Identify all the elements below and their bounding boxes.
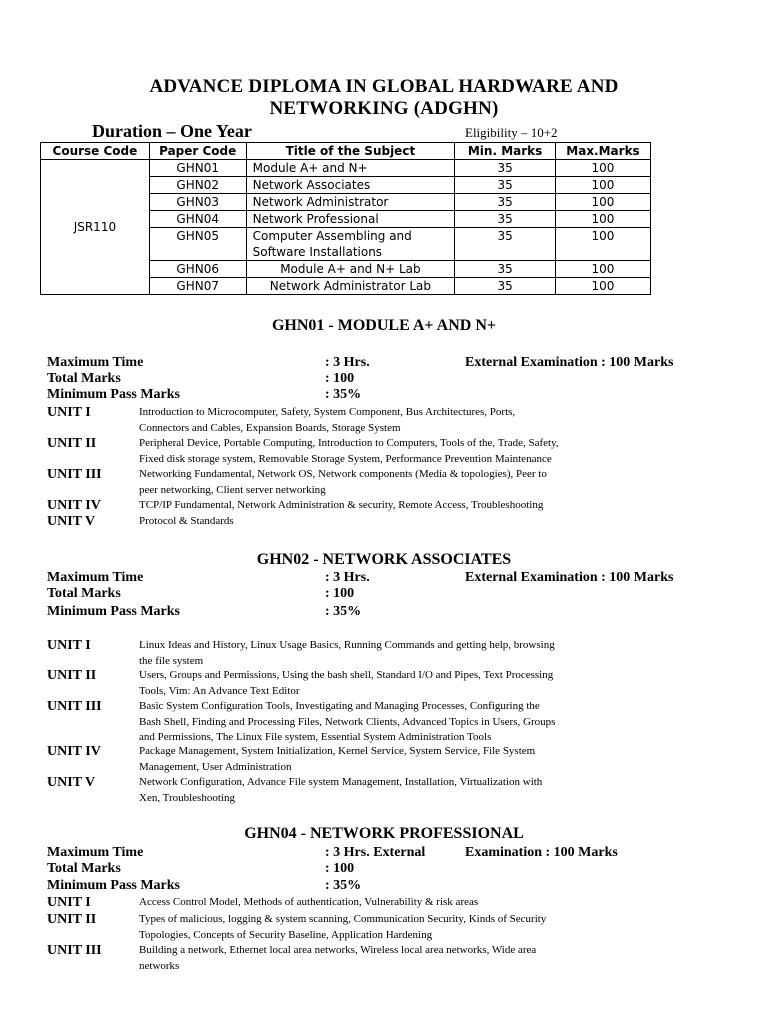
min-pass-marks-label: Minimum Pass Marks (47, 387, 180, 402)
page-title-line1: ADVANCE DIPLOMA IN GLOBAL HARDWARE AND (149, 76, 619, 97)
total-marks-label: Total Marks (47, 861, 121, 876)
header-course-code: Course Code (41, 143, 150, 160)
paper-code-cell: GHN04 (149, 211, 246, 228)
eligibility-label: Eligibility – 10+2 (465, 125, 558, 140)
min-marks-cell: 35 (455, 160, 556, 177)
max-time-value: : 3 Hrs. External (325, 845, 426, 860)
header-title: Title of the Subject (246, 143, 455, 160)
subject-title-cell: Module A+ and N+ Lab (246, 261, 455, 278)
max-marks-cell: 100 (555, 177, 650, 194)
max-marks-cell: 100 (555, 228, 650, 261)
table-header-row (41, 143, 651, 160)
unit-label: UNIT V (47, 775, 96, 790)
section-heading-ghn01: GHN01 - MODULE A+ AND N+ (271, 317, 496, 334)
unit-description: Building a network, Ethernet local area networks, Wireless local area networks, Wide area networks (139, 944, 537, 972)
unit-label: UNIT III (47, 943, 102, 958)
subject-table (40, 142, 651, 295)
max-time-label: Maximum Time (47, 570, 144, 585)
external-exam-label: External Examination : 100 Marks (465, 355, 674, 370)
min-pass-marks-value: : 35% (325, 878, 362, 893)
unit-label: UNIT III (47, 699, 102, 714)
max-time-label: Maximum Time (47, 355, 144, 370)
unit-description: Types of malicious, logging & system scanning, Communication Security, Kinds of Security Topologies, Concepts of Security Baseline, Application Hardening (139, 913, 547, 941)
external-exam-label: Examination : 100 Marks (465, 845, 618, 860)
min-marks-cell: 35 (455, 228, 556, 261)
page-title-line2: NETWORKING (ADGHN) (269, 98, 499, 119)
min-pass-marks-value: : 35% (325, 604, 362, 619)
unit-label: UNIT II (47, 668, 97, 683)
max-time-value: : 3 Hrs. (325, 570, 370, 585)
unit-label: UNIT I (47, 405, 91, 420)
unit-description: Network Configuration, Advance File system Management, Installation, Virtualization with Xen, Troubleshooting (139, 776, 543, 804)
subject-title-cell: Computer Assembling and Software Installations (246, 228, 455, 261)
unit-label: UNIT I (47, 638, 91, 653)
total-marks-value: : 100 (325, 371, 355, 386)
unit-label: UNIT III (47, 467, 102, 482)
total-marks-value: : 100 (325, 861, 355, 876)
min-marks-cell: 35 (455, 261, 556, 278)
paper-code-cell: GHN05 (149, 228, 246, 261)
paper-code-cell: GHN07 (149, 278, 246, 295)
max-marks-cell: 100 (555, 261, 650, 278)
unit-label: UNIT IV (47, 744, 101, 759)
course-code-cell: JSR110 (41, 160, 150, 295)
unit-description: TCP/IP Fundamental, Network Administration & security, Remote Access, Troubleshooting (139, 499, 544, 511)
min-marks-cell: 35 (455, 278, 556, 295)
header-max-marks: Max.Marks (555, 143, 650, 160)
unit-description: Package Management, System Initialization, Kernel Service, System Service, File System Management, User Administration (139, 745, 536, 773)
unit-label: UNIT II (47, 912, 97, 927)
unit-label: UNIT V (47, 514, 96, 529)
min-marks-cell: 35 (455, 211, 556, 228)
unit-description: Access Control Model, Methods of authentication, Vulnerability & risk areas (139, 896, 479, 908)
external-exam-label: External Examination : 100 Marks (465, 570, 674, 585)
min-pass-marks-value: : 35% (325, 387, 362, 402)
unit-description: Introduction to Microcomputer, Safety, System Component, Bus Architectures, Ports, Connectors and Cables, Expansion Boards, Storage System (139, 406, 516, 434)
min-marks-cell: 35 (455, 194, 556, 211)
min-marks-cell: 35 (455, 177, 556, 194)
unit-label: UNIT I (47, 895, 91, 910)
subject-title-cell: Network Administrator (246, 194, 455, 211)
min-pass-marks-label: Minimum Pass Marks (47, 878, 180, 893)
paper-code-cell: GHN03 (149, 194, 246, 211)
subject-title-cell: Module A+ and N+ (246, 160, 455, 177)
subject-title-cell: Network Administrator Lab (246, 278, 455, 295)
unit-description: Networking Fundamental, Network OS, Network components (Media & topologies), Peer to peer networking, Client server networking (139, 468, 547, 496)
unit-description: Peripheral Device, Portable Computing, Introduction to Computers, Tools of the, Trade, Safety, Fixed disk storage system, Removable Storage System, Performance Prevention Maintenance (139, 437, 559, 465)
header-min-marks: Min. Marks (455, 143, 556, 160)
total-marks-value: : 100 (325, 586, 355, 601)
section-heading-ghn02: GHN02 - NETWORK ASSOCIATES (256, 551, 512, 568)
paper-code-cell: GHN01 (149, 160, 246, 177)
unit-description: Linux Ideas and History, Linux Usage Basics, Running Commands and getting help, browsing the file system (139, 639, 555, 667)
max-time-value: : 3 Hrs. (325, 355, 370, 370)
section-heading-ghn04: GHN04 - NETWORK PROFESSIONAL (244, 825, 524, 842)
max-time-label: Maximum Time (47, 845, 144, 860)
table-row (41, 160, 651, 177)
header-paper-code: Paper Code (149, 143, 246, 160)
paper-code-cell: GHN02 (149, 177, 246, 194)
total-marks-label: Total Marks (47, 371, 121, 386)
max-marks-cell: 100 (555, 194, 650, 211)
max-marks-cell: 100 (555, 278, 650, 295)
subject-title-cell: Network Associates (246, 177, 455, 194)
unit-label: UNIT IV (47, 498, 101, 513)
duration-label: Duration – One Year (92, 121, 252, 141)
min-pass-marks-label: Minimum Pass Marks (47, 604, 180, 619)
unit-description: Protocol & Standards (139, 515, 234, 527)
total-marks-label: Total Marks (47, 586, 121, 601)
max-marks-cell: 100 (555, 160, 650, 177)
unit-description: Users, Groups and Permissions, Using the bash shell, Standard I/O and Pipes, Text Processing Tools, Vim: An Advance Text Editor (139, 669, 554, 697)
unit-label: UNIT II (47, 436, 97, 451)
paper-code-cell: GHN06 (149, 261, 246, 278)
subject-title-cell: Network Professional (246, 211, 455, 228)
unit-description: Basic System Configuration Tools, Investigating and Managing Processes, Configuring the Bash Shell, Finding and Processing Files, Network Clients, Advanced Topics in Users, Groups and Permissions, The Linux File system, Essential System Administration Tools (139, 700, 556, 743)
max-marks-cell: 100 (555, 211, 650, 228)
